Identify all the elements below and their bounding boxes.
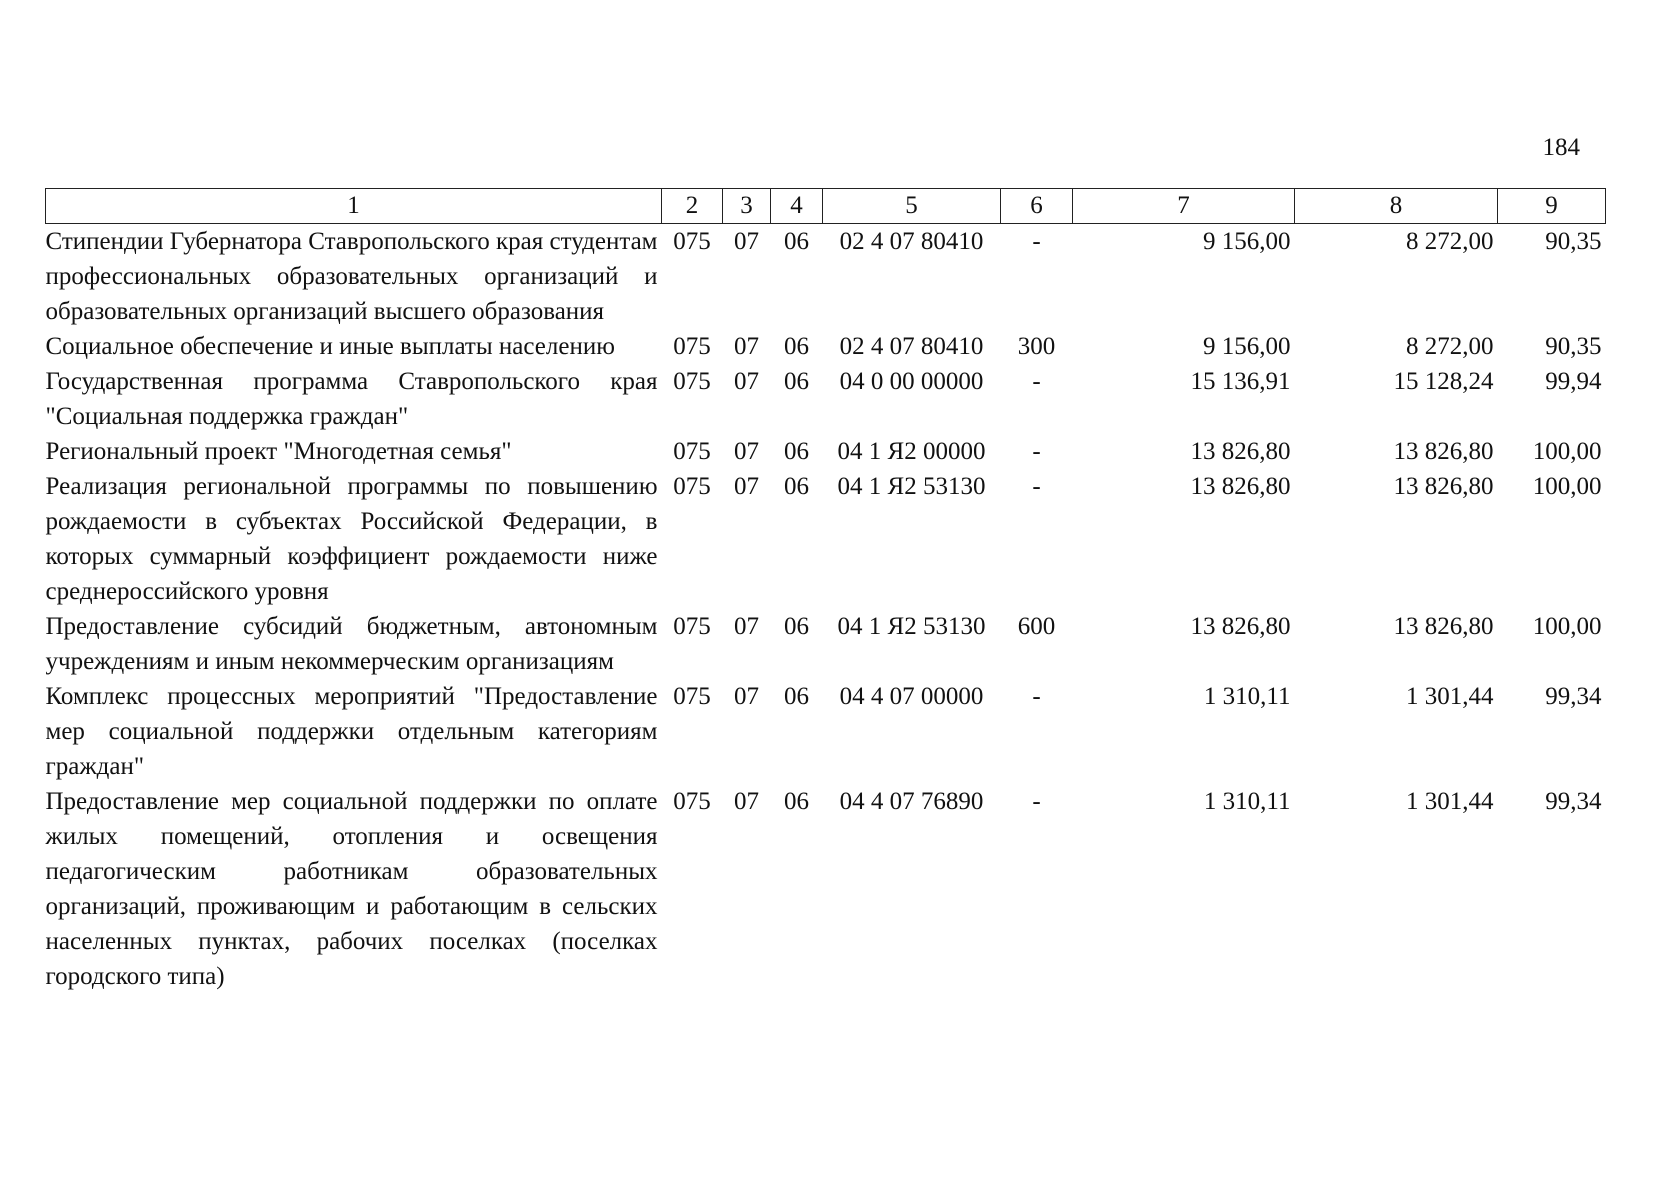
cell-expense-type: - xyxy=(1032,438,1041,465)
cell-actual-amount: 13 826,80 xyxy=(1393,473,1494,500)
cell-target-article: 02 4 07 80410 xyxy=(839,333,984,360)
cell-expense-type: 300 xyxy=(1017,333,1056,360)
cell-target-article: 04 1 Я2 53130 xyxy=(837,473,986,500)
cell-section: 07 xyxy=(734,683,759,710)
cell-ministry-code: 075 xyxy=(673,613,711,640)
header-col-6: 6 xyxy=(1001,189,1073,224)
table-body xyxy=(46,224,1606,995)
header-col-4: 4 xyxy=(771,189,823,224)
cell-subsection: 06 xyxy=(784,333,809,360)
cell-percent: 90,35 xyxy=(1545,333,1602,360)
cell-planned-amount: 13 826,80 xyxy=(1190,438,1291,465)
row-name-cell xyxy=(46,609,662,679)
cell-subsection: 06 xyxy=(784,683,809,710)
cell-actual-amount: 1 301,44 xyxy=(1406,683,1494,710)
header-col-2: 2 xyxy=(662,189,723,224)
cell-percent: 100,00 xyxy=(1532,473,1602,500)
cell-target-article: 02 4 07 80410 xyxy=(839,228,984,255)
row-name: Реализация региональной программы по повышению рождаемости в субъектах Российской Федерации, в которых суммарный коэффициент рождаемости ниже среднероссийского уровня xyxy=(45,473,658,605)
cell-percent: 99,34 xyxy=(1545,683,1602,710)
cell-section: 07 xyxy=(734,788,759,815)
row-name-cell xyxy=(46,329,662,364)
cell-actual-amount: 1 301,44 xyxy=(1406,788,1494,815)
table-header xyxy=(46,189,1606,224)
cell-target-article: 04 1 Я2 53130 xyxy=(837,613,986,640)
cell-target-article: 04 0 00 00000 xyxy=(839,368,984,395)
page-number: 184 xyxy=(1542,134,1580,161)
cell-target-article: 04 4 07 76890 xyxy=(839,788,984,815)
row-name: Комплекс процессных мероприятий "Предоставление мер социальной поддержки отдельным категориям граждан" xyxy=(45,683,658,780)
cell-percent: 99,34 xyxy=(1545,788,1602,815)
cell-actual-amount: 8 272,00 xyxy=(1406,333,1494,360)
cell-expense-type: 600 xyxy=(1017,613,1056,640)
cell-subsection: 06 xyxy=(784,438,809,465)
cell-subsection: 06 xyxy=(784,228,809,255)
cell-percent: 100,00 xyxy=(1532,438,1602,465)
cell-section: 07 xyxy=(734,333,759,360)
table-row xyxy=(46,329,1606,364)
cell-ministry-code: 075 xyxy=(673,683,711,710)
cell-expense-type: - xyxy=(1032,368,1041,395)
row-name-cell xyxy=(46,364,662,434)
header-col-1: 1 xyxy=(46,189,662,224)
cell-percent: 90,35 xyxy=(1545,228,1602,255)
cell-ministry-code: 075 xyxy=(673,228,711,255)
cell-section: 07 xyxy=(734,473,759,500)
cell-subsection: 06 xyxy=(784,368,809,395)
cell-planned-amount: 1 310,11 xyxy=(1203,683,1291,710)
cell-ministry-code: 075 xyxy=(673,368,711,395)
cell-ministry-code: 075 xyxy=(673,473,711,500)
table-row xyxy=(46,679,1606,784)
cell-subsection: 06 xyxy=(784,473,809,500)
cell-ministry-code: 075 xyxy=(673,333,711,360)
row-name-cell xyxy=(46,469,662,609)
row-name: Стипендии Губернатора Ставропольского края студентам профессиональных образовательных организаций и образовательных организаций высшего образования xyxy=(45,228,658,325)
cell-target-article: 04 1 Я2 00000 xyxy=(837,438,986,465)
cell-ministry-code: 075 xyxy=(673,438,711,465)
cell-section: 07 xyxy=(734,228,759,255)
cell-expense-type: - xyxy=(1032,683,1041,710)
cell-actual-amount: 13 826,80 xyxy=(1393,613,1494,640)
row-name-cell xyxy=(46,224,662,330)
cell-actual-amount: 15 128,24 xyxy=(1393,368,1494,395)
table-row xyxy=(46,364,1606,434)
header-col-9: 9 xyxy=(1498,189,1606,224)
row-name: Предоставление мер социальной поддержки по оплате жилых помещений, отопления и освещения педагогическим работникам образовательных организаций, проживающим и работающим в сельских населенных пунктах, рабочих поселках (поселках городского типа) xyxy=(45,788,658,990)
table-row xyxy=(46,469,1606,609)
cell-section: 07 xyxy=(734,613,759,640)
cell-subsection: 06 xyxy=(784,613,809,640)
cell-section: 07 xyxy=(734,438,759,465)
cell-planned-amount: 9 156,00 xyxy=(1203,333,1291,360)
cell-planned-amount: 1 310,11 xyxy=(1203,788,1291,815)
row-name: Социальное обеспечение и иные выплаты населению xyxy=(45,333,615,360)
header-col-3: 3 xyxy=(723,189,771,224)
budget-table xyxy=(45,188,1606,994)
row-name-cell xyxy=(46,679,662,784)
cell-section: 07 xyxy=(734,368,759,395)
cell-target-article: 04 4 07 00000 xyxy=(839,683,984,710)
table-row xyxy=(46,609,1606,679)
row-name: Предоставление субсидий бюджетным, автономным учреждениям и иным некоммерческим организациям xyxy=(45,613,658,675)
table-row xyxy=(46,784,1606,994)
table-row xyxy=(46,434,1606,469)
header-col-7: 7 xyxy=(1073,189,1295,224)
header-col-8: 8 xyxy=(1295,189,1498,224)
cell-subsection: 06 xyxy=(784,788,809,815)
header-col-5: 5 xyxy=(823,189,1001,224)
cell-expense-type: - xyxy=(1032,788,1041,815)
cell-ministry-code: 075 xyxy=(673,788,711,815)
row-name-cell xyxy=(46,434,662,469)
row-name: Государственная программа Ставропольского края "Социальная поддержка граждан" xyxy=(45,368,658,430)
cell-planned-amount: 13 826,80 xyxy=(1190,613,1291,640)
cell-actual-amount: 13 826,80 xyxy=(1393,438,1494,465)
cell-expense-type: - xyxy=(1032,473,1041,500)
cell-planned-amount: 13 826,80 xyxy=(1190,473,1291,500)
cell-percent: 99,94 xyxy=(1545,368,1602,395)
cell-percent: 100,00 xyxy=(1532,613,1602,640)
cell-planned-amount: 9 156,00 xyxy=(1203,228,1291,255)
row-name: Региональный проект "Многодетная семья" xyxy=(45,438,512,465)
table-row xyxy=(46,224,1606,330)
cell-planned-amount: 15 136,91 xyxy=(1190,368,1291,395)
cell-actual-amount: 8 272,00 xyxy=(1406,228,1494,255)
row-name-cell xyxy=(46,784,662,994)
cell-expense-type: - xyxy=(1032,228,1041,255)
header-row xyxy=(46,189,1606,224)
